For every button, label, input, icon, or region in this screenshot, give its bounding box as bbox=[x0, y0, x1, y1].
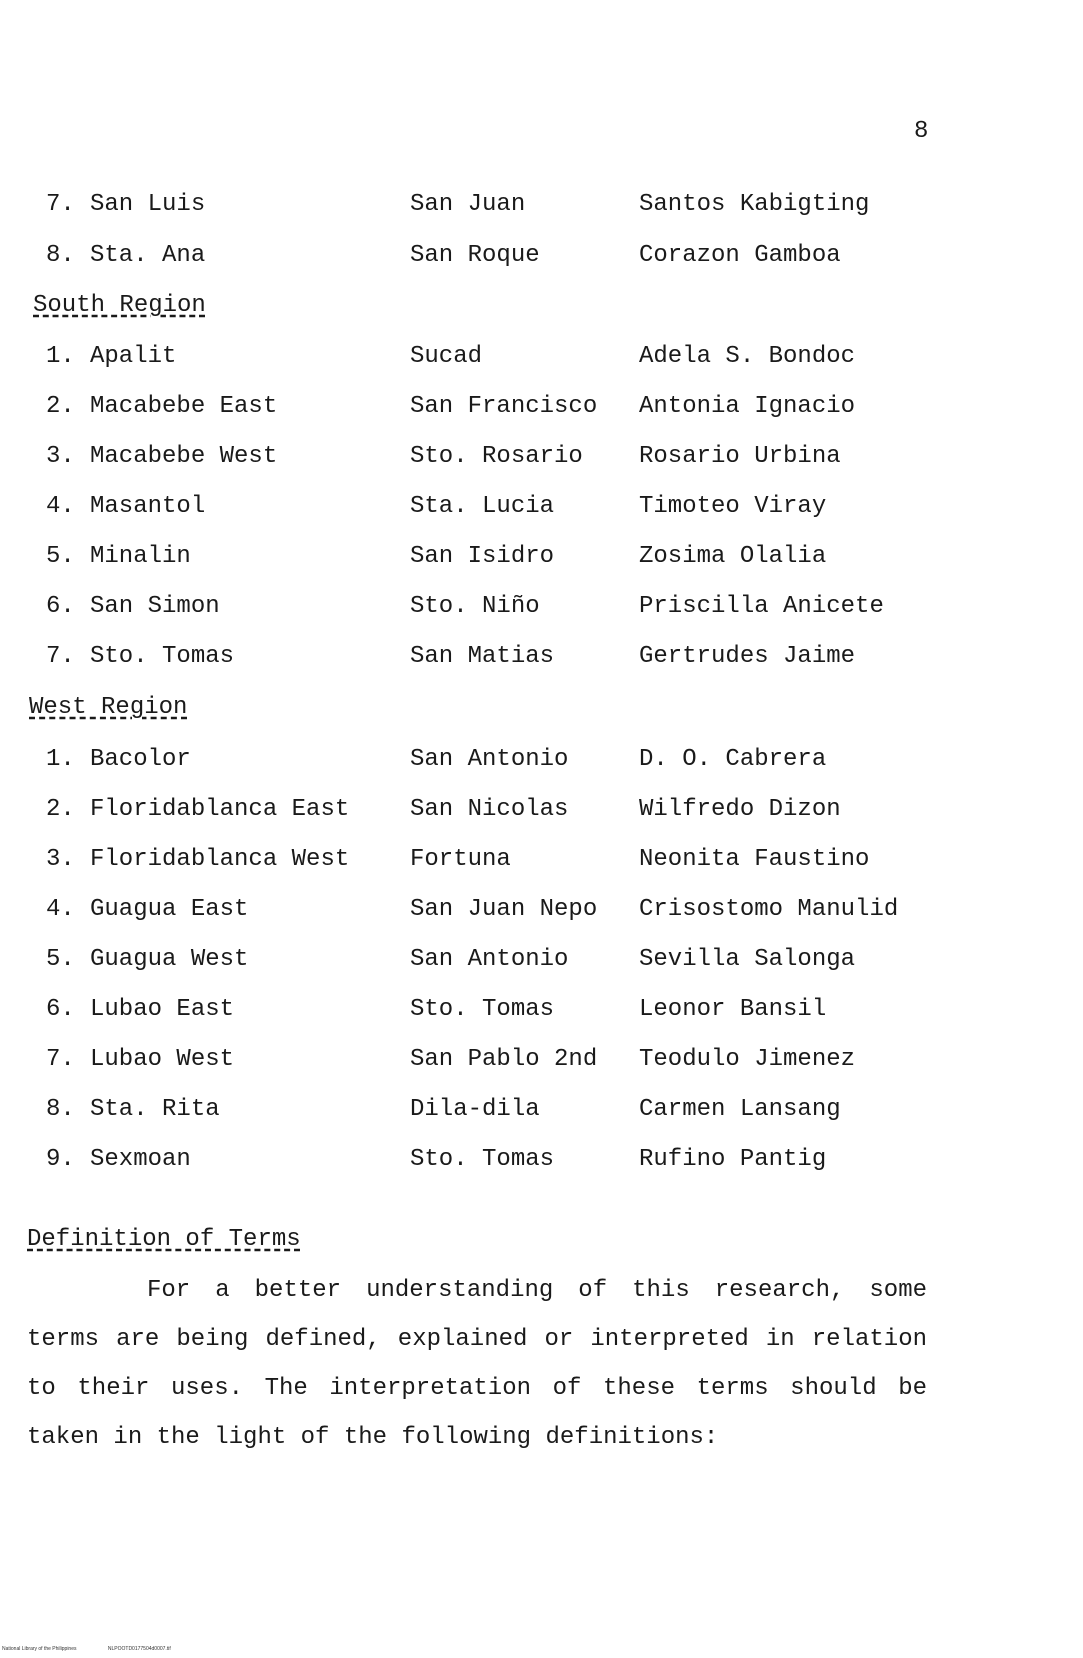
person: Adela S. Bondoc bbox=[639, 343, 856, 370]
row-number: 9. bbox=[46, 1146, 75, 1173]
school: Sto. Tomas bbox=[410, 1146, 555, 1173]
person: Sevilla Salonga bbox=[639, 946, 856, 973]
person: Carmen Lansang bbox=[639, 1096, 841, 1123]
school: San Francisco bbox=[410, 393, 598, 420]
municipality: Guagua East bbox=[90, 896, 249, 923]
row-number: 6. bbox=[46, 593, 75, 620]
table-row bbox=[0, 1090, 1083, 1130]
school: Sta. Lucia bbox=[410, 493, 555, 520]
row-number: 6. bbox=[46, 996, 75, 1023]
table-row bbox=[0, 840, 1083, 880]
table-row bbox=[0, 637, 1083, 677]
municipality: Minalin bbox=[90, 543, 191, 570]
definition-of-terms-heading: Definition of Terms bbox=[27, 1226, 301, 1253]
table-row bbox=[0, 990, 1083, 1030]
school: Sucad bbox=[410, 343, 483, 370]
school: San Antonio bbox=[410, 946, 569, 973]
person: Wilfredo Dizon bbox=[639, 796, 841, 823]
row-number: 8. bbox=[46, 1096, 75, 1123]
school: San Pablo 2nd bbox=[410, 1046, 598, 1073]
person: D. O. Cabrera bbox=[639, 746, 827, 773]
school: Sto. Tomas bbox=[410, 996, 555, 1023]
row-number: 7. bbox=[46, 1046, 75, 1073]
table-row bbox=[0, 537, 1083, 577]
municipality: Masantol bbox=[90, 493, 206, 520]
school: San Roque bbox=[410, 242, 540, 269]
municipality: Floridablanca West bbox=[90, 846, 350, 873]
person: Leonor Bansil bbox=[639, 996, 827, 1023]
table-row bbox=[0, 790, 1083, 830]
municipality: Floridablanca East bbox=[90, 796, 350, 823]
municipality: Macabebe West bbox=[90, 443, 278, 470]
municipality: Sexmoan bbox=[90, 1146, 191, 1173]
table-row bbox=[0, 236, 1083, 276]
school: Sto. Niño bbox=[410, 593, 540, 620]
scan-footer bbox=[2, 1646, 201, 1652]
row-number: 7. bbox=[46, 191, 75, 218]
school: San Juan Nepo bbox=[410, 896, 598, 923]
school: San Isidro bbox=[410, 543, 555, 570]
person: Neonita Faustino bbox=[639, 846, 870, 873]
municipality: Sto. Tomas bbox=[90, 643, 235, 670]
library-credit: National Library of the Philippines bbox=[2, 1646, 77, 1652]
row-number: 8. bbox=[46, 242, 75, 269]
row-number: 7. bbox=[46, 643, 75, 670]
row-number: 3. bbox=[46, 846, 75, 873]
person: Gertrudes Jaime bbox=[639, 643, 856, 670]
row-number: 4. bbox=[46, 493, 75, 520]
definition-paragraph: For a better understanding of this research, some terms are being defined, explained or interpreted in relation to their uses. The interpretation of these terms should be taken in the light of the following definitions: bbox=[27, 1277, 927, 1451]
row-number: 3. bbox=[46, 443, 75, 470]
person: Priscilla Anicete bbox=[639, 593, 884, 620]
municipality: Lubao East bbox=[90, 996, 235, 1023]
table-row bbox=[0, 185, 1083, 225]
person: Zosima Olalia bbox=[639, 543, 827, 570]
table-row bbox=[0, 337, 1083, 377]
person: Antonia Ignacio bbox=[639, 393, 856, 420]
municipality: Sta. Ana bbox=[90, 242, 206, 269]
municipality: Lubao West bbox=[90, 1046, 235, 1073]
person: Rosario Urbina bbox=[639, 443, 841, 470]
table-row bbox=[0, 387, 1083, 427]
person: Santos Kabigting bbox=[639, 191, 870, 218]
school: San Nicolas bbox=[410, 796, 569, 823]
table-row bbox=[0, 487, 1083, 527]
municipality: Bacolor bbox=[90, 746, 191, 773]
table-row bbox=[0, 437, 1083, 477]
school: Dila-dila bbox=[410, 1096, 540, 1123]
row-number: 5. bbox=[46, 946, 75, 973]
south-region-heading: South Region bbox=[33, 292, 206, 319]
person: Timoteo Viray bbox=[639, 493, 827, 520]
person: Corazon Gamboa bbox=[639, 242, 841, 269]
person: Crisostomo Manulid bbox=[639, 896, 899, 923]
school: San Matias bbox=[410, 643, 555, 670]
table-row bbox=[0, 740, 1083, 780]
person: Rufino Pantig bbox=[639, 1146, 827, 1173]
row-number: 5. bbox=[46, 543, 75, 570]
row-number: 2. bbox=[46, 393, 75, 420]
school: Sto. Rosario bbox=[410, 443, 583, 470]
municipality: Macabebe East bbox=[90, 393, 278, 420]
row-number: 1. bbox=[46, 343, 75, 370]
municipality: San Simon bbox=[90, 593, 220, 620]
table-row bbox=[0, 1140, 1083, 1180]
municipality: Sta. Rita bbox=[90, 1096, 220, 1123]
person: Teodulo Jimenez bbox=[639, 1046, 856, 1073]
municipality: Guagua West bbox=[90, 946, 249, 973]
school: San Antonio bbox=[410, 746, 569, 773]
row-number: 4. bbox=[46, 896, 75, 923]
table-row bbox=[0, 890, 1083, 930]
file-id: NLPOOTD0177504d0007.tif bbox=[107, 1646, 171, 1652]
row-number: 2. bbox=[46, 796, 75, 823]
municipality: San Luis bbox=[90, 191, 206, 218]
school: Fortuna bbox=[410, 846, 511, 873]
table-row bbox=[0, 940, 1083, 980]
row-number: 1. bbox=[46, 746, 75, 773]
page-number: 8 bbox=[914, 118, 929, 145]
school: San Juan bbox=[410, 191, 526, 218]
table-row bbox=[0, 1040, 1083, 1080]
municipality: Apalit bbox=[90, 343, 177, 370]
west-region-heading: West Region bbox=[29, 694, 188, 721]
table-row bbox=[0, 587, 1083, 627]
